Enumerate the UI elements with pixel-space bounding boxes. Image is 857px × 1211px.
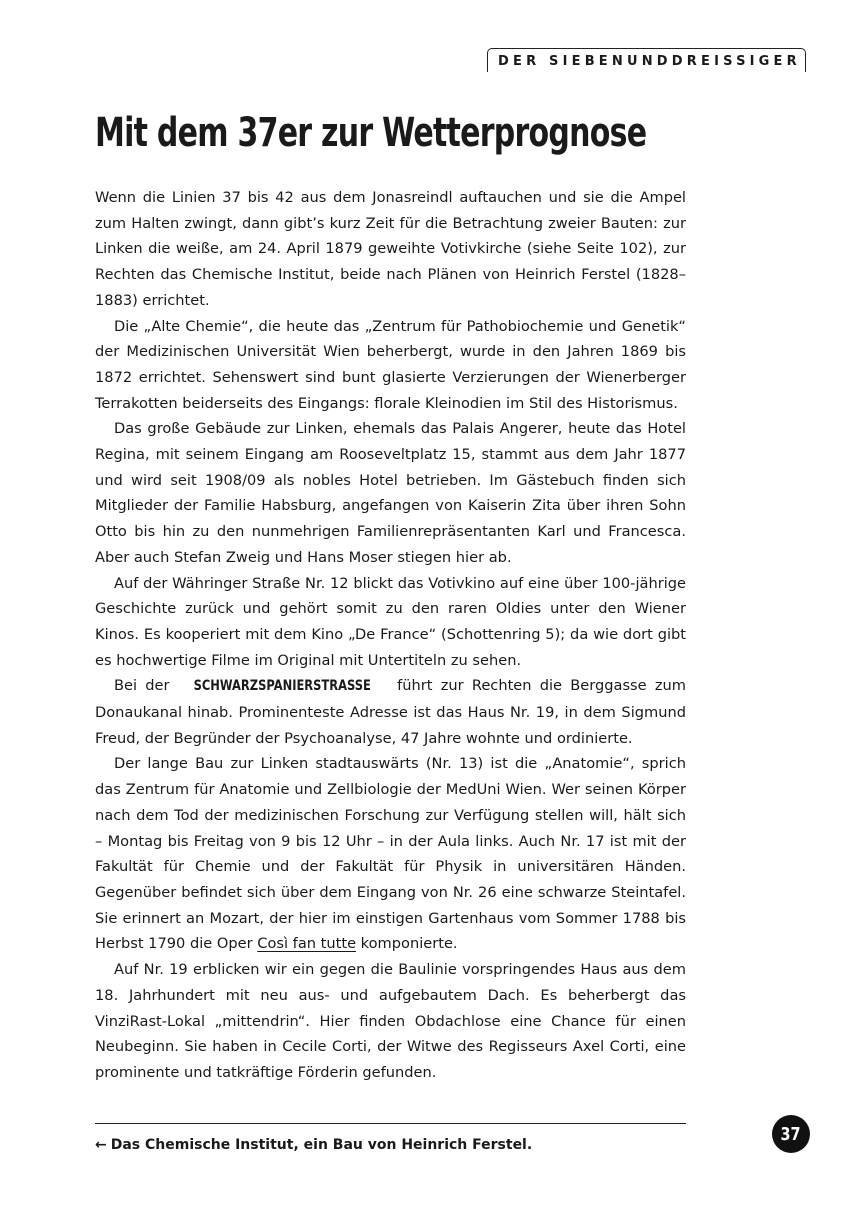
page-number-badge — [772, 1115, 810, 1153]
page-title: Mit dem 37er zur Wetterprognose — [95, 110, 647, 156]
paragraph-text: Bei der — [114, 677, 178, 695]
page-number: 37 — [780, 1123, 802, 1145]
street-name: SCHWARZSPANIERSTRASSE — [193, 678, 371, 695]
paragraph: Das große Gebäude zur Linken, ehemals das Palais Angerer, heute das Hotel Regina, mit seinem Eingang am Rooseveltplatz 15, stammt aus dem Jahr 1877 und wird seit 1908/09 als nobles Hotel betrieben. Im Gästebuch finden sich Mitglieder der Familie Habsburg, angefangen von Kaiserin Zita über ihren Sohn Otto bis hin zu den nunmehrigen Familienrepräsentanten Karl und Francesca. Aber auch Stefan Zweig und Hans Moser stiegen hier ab. — [95, 420, 686, 566]
opera-title: Così fan tutte — [257, 935, 357, 953]
paragraph: Die „Alte Chemie“, die heute das „Zentrum für Pathobiochemie und Genetik“ der Medizinischen Universität Wien beherbergt, wurde in den Jahren 1869 bis 1872 errichtet. Sehenswert sind bunt glasierte Verzierungen der Wienerberger Terrakotten beiderseits des Eingangs: florale Kleinodien im Stil des Historismus. — [95, 317, 686, 412]
caption-divider — [95, 1123, 686, 1124]
running-head — [487, 48, 806, 72]
paragraph: Auf Nr. 19 erblicken wir ein gegen die Baulinie vorspringendes Haus aus dem 18. Jahrhundert mit neu aus- und aufgebautem Dach. Es beherbergt das VinziRast-Lokal „mittendrin“. Hier finden Obdachlose eine Chance für einen Neubeginn. Sie haben in Cecile Corti, der Witwe des Regisseurs Axel Corti, eine prominente und tatkräftige Förderin gefunden. — [95, 961, 686, 1081]
caption-text: Das Chemische Institut, ein Bau von Heinrich Ferstel. — [110, 1137, 533, 1153]
paragraph — [95, 751, 686, 957]
paragraph-text: führt zur Rechten die Berggasse zum Donaukanal hinab. Prominenteste Adresse ist das Haus Nr. 19, in dem Sigmund Freud, der Begründer der Psychoanalyse, 47 Jahre wohnte und ordinierte. — [95, 677, 686, 747]
paragraph — [95, 673, 686, 751]
image-caption — [95, 1137, 532, 1153]
running-head-title: DER SIEBENUNDDREISSIGER — [498, 54, 801, 69]
paragraph: Wenn die Linien 37 bis 42 aus dem Jonasreindl auftauchen und sie die Ampel zum Halten zwingt, dann gibt’s kurz Zeit für die Betrachtung zweier Bauten: zur Linken die weiße, am 24. April 1879 geweihte Votivkirche (siehe Seite 102), zur Rechten das Chemische Institut, beide nach Plänen von Heinrich Ferstel (1828–1883) errichtet. — [95, 189, 686, 309]
paragraph-text: Der lange Bau zur Linken stadtauswärts (Nr. 13) ist die „Anatomie“, sprich das Zentrum für Anatomie und Zellbiologie der MedUni Wien. Wer seinen Körper nach dem Tod der medizinischen Forschung zur Verfügung stellen will, hält sich – Montag bis Freitag von 9 bis 12 Uhr – in der Aula links. Auch Nr. 17 ist mit der Fakultät für Chemie und der Fakultät für Physik in universitären Händen. Gegenüber befindet sich über dem Eingang von Nr. 26 eine schwarze Steintafel. Sie erinnert an Mozart, der hier im einstigen Gartenhaus vom Sommer 1788 bis Herbst 1790 die Oper — [95, 755, 686, 953]
paragraph-text: komponierte. — [356, 935, 458, 953]
arrow-left-icon: ← — [95, 1137, 107, 1153]
paragraph: Auf der Währinger Straße Nr. 12 blickt das Votivkino auf eine über 100-jährige Geschichte zurück und gehört somit zu den raren Oldies unter den Wiener Kinos. Es kooperiert mit dem Kino „De France“ (Schottenring 5); da wie dort gibt es hochwertige Filme im Original mit Untertiteln zu sehen. — [95, 574, 686, 669]
article-body — [95, 185, 686, 1086]
